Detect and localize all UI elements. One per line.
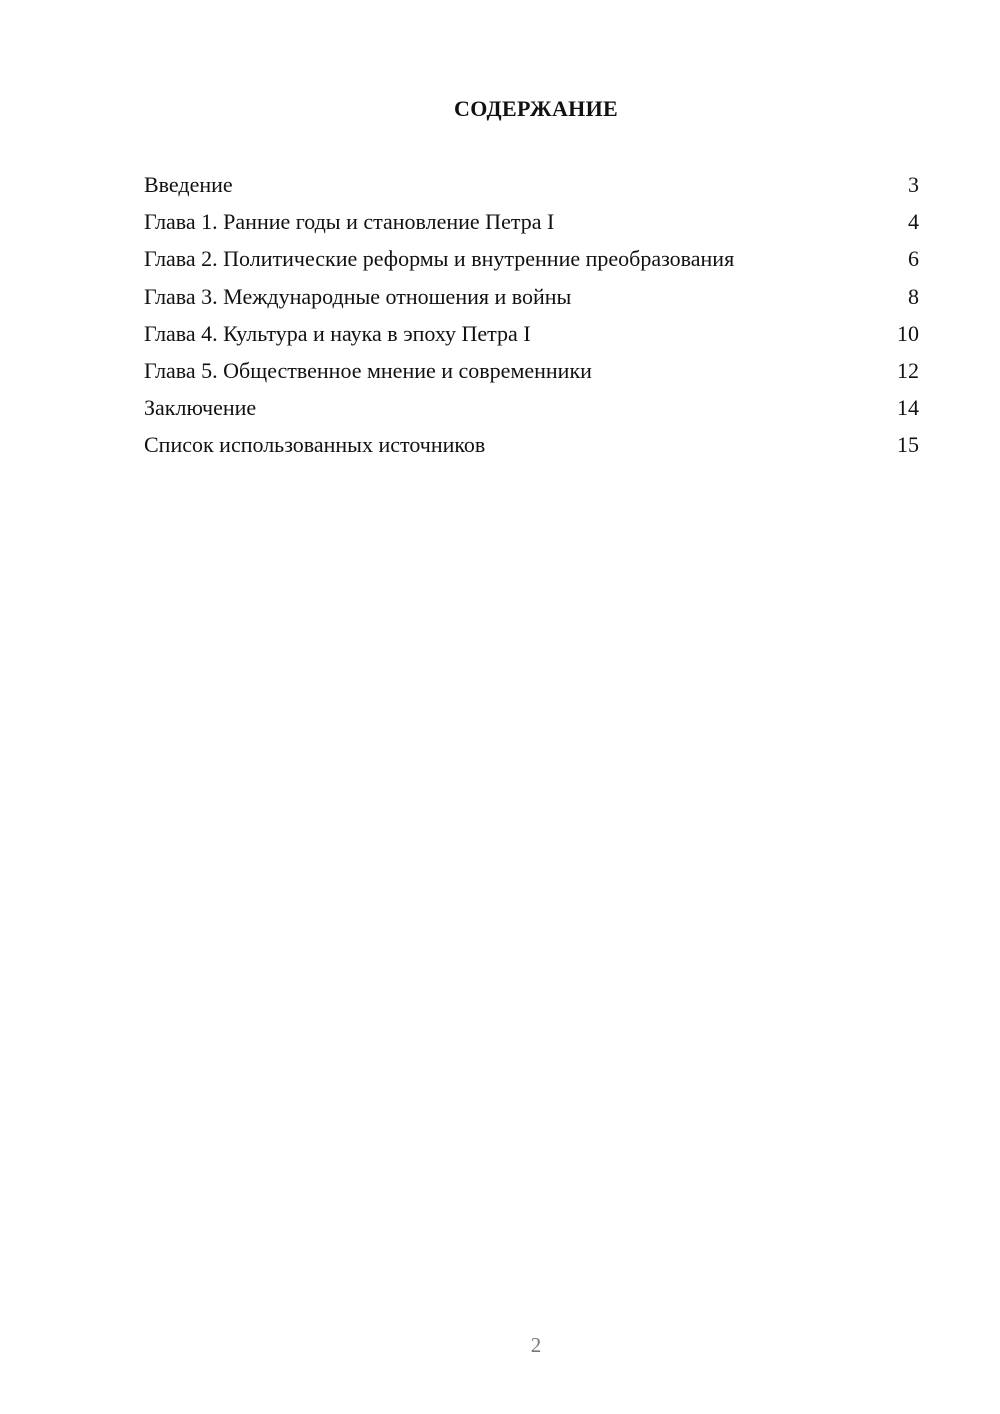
toc-entry-page: 4 bbox=[908, 209, 919, 235]
toc-entry-page: 15 bbox=[897, 432, 919, 458]
toc-entry-title: Заключение bbox=[144, 395, 257, 421]
toc-entry-sources bbox=[144, 430, 919, 467]
toc-entry-page: 12 bbox=[897, 357, 919, 383]
toc-entry-chapter-3 bbox=[144, 282, 919, 319]
toc-entry-chapter-2 bbox=[144, 244, 919, 281]
toc-entry-title: Введение bbox=[144, 172, 233, 197]
page-number: 2 bbox=[530, 1333, 542, 1357]
toc-entry-title: Глава 1. Ранние годы и становление Петра I bbox=[144, 209, 555, 235]
toc-entry-page: 10 bbox=[897, 320, 919, 346]
page-title: СОДЕРЖАНИЕ bbox=[454, 96, 618, 121]
toc-entry-chapter-1 bbox=[144, 207, 919, 244]
toc-entry-chapter-4 bbox=[144, 319, 919, 356]
toc-entry-title: Глава 5. Общественное мнение и современники bbox=[144, 357, 592, 383]
toc-entry-page: 14 bbox=[897, 395, 919, 421]
toc-entry-title: Глава 2. Политические реформы и внутренние преобразования bbox=[144, 246, 735, 272]
toc-entry-chapter-5 bbox=[144, 356, 919, 393]
toc-entry-title: Глава 3. Международные отношения и войны bbox=[144, 283, 572, 309]
toc-entry-introduction bbox=[144, 170, 919, 207]
toc-entry-page: 8 bbox=[908, 283, 919, 309]
toc-entry-title: Список использованных источников bbox=[144, 432, 486, 458]
toc-entry-conclusion bbox=[144, 393, 919, 430]
toc-entry-title: Глава 4. Культура и наука в эпоху Петра I bbox=[144, 320, 531, 346]
table-of-contents bbox=[144, 170, 919, 468]
toc-entry-page: 6 bbox=[908, 246, 919, 272]
toc-entry-page: 3 bbox=[908, 172, 919, 197]
